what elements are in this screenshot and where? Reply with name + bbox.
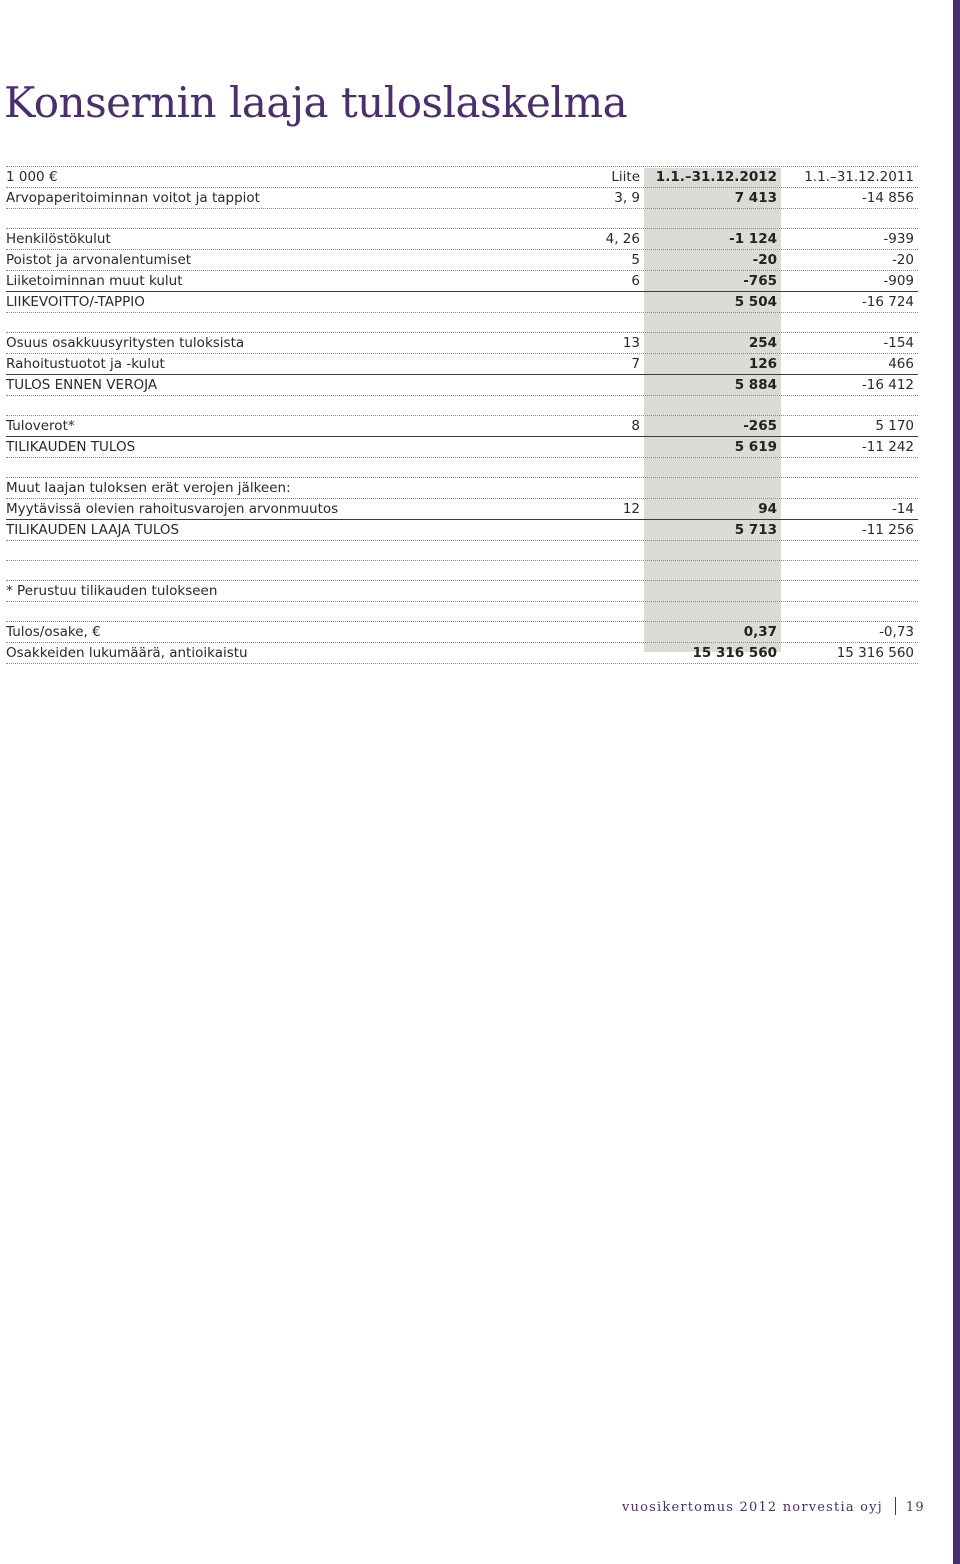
table-row [6, 416, 918, 437]
row-previous-value: -939 [883, 231, 914, 247]
row-previous-value: -20 [891, 252, 914, 268]
row-current-value: -20 [752, 252, 777, 268]
row-previous-value: -154 [883, 335, 914, 351]
row-previous-value: -16 724 [861, 294, 914, 310]
row-current-value: 5 884 [734, 377, 777, 393]
table-header-row [6, 166, 918, 188]
row-label: Osakkeiden lukumäärä, antioikaistu [6, 645, 248, 661]
page-number: 19 [905, 1500, 925, 1515]
row-note: 4, 26 [605, 231, 640, 247]
row-previous-value: -14 [891, 501, 914, 517]
table-row [6, 622, 918, 643]
row-label: Poistot ja arvonalentumiset [6, 252, 192, 268]
row-label: TULOS ENNEN VEROJA [6, 377, 158, 393]
spacer-row [6, 313, 918, 333]
page-title: Konsernin laaja tuloslaskelma [4, 78, 628, 127]
row-previous-value: -14 856 [861, 190, 914, 206]
row-previous-value: -11 242 [861, 439, 914, 455]
row-label: Osuus osakkuusyritysten tuloksista [6, 335, 245, 351]
row-label: Henkilöstökulut [6, 231, 111, 247]
row-current-value: 5 504 [734, 294, 777, 310]
row-note: 3, 9 [614, 190, 640, 206]
income-statement-table [6, 166, 918, 664]
subtotal-row [6, 292, 918, 313]
section-heading-row [6, 478, 918, 499]
row-note: 6 [631, 273, 640, 289]
row-label: Rahoitustuotot ja -kulut [6, 356, 165, 372]
row-label: Myytävissä olevien rahoitusvarojen arvonmuutos [6, 501, 339, 517]
row-current-value: 15 316 560 [692, 645, 777, 661]
spacer-row [6, 458, 918, 478]
subtotal-row [6, 437, 918, 458]
row-current-value: 254 [748, 335, 777, 351]
table-row [6, 333, 918, 354]
row-current-value: 94 [758, 501, 777, 517]
footnote-text: * Perustuu tilikauden tulokseen [6, 583, 218, 599]
row-current-value: 7 413 [734, 190, 777, 206]
row-previous-value: 466 [888, 356, 914, 372]
spacer-row [6, 602, 918, 622]
spacer-row [6, 209, 918, 229]
row-previous-value: 15 316 560 [836, 645, 914, 661]
row-current-value: 126 [748, 356, 777, 372]
row-current-value: 0,37 [743, 624, 777, 640]
spacer-row [6, 541, 918, 561]
footer-divider [895, 1497, 896, 1515]
row-current-value: -765 [743, 273, 777, 289]
current-period-header: 1.1.–31.12.2012 [655, 169, 777, 185]
spacer-row [6, 396, 918, 416]
table-row [6, 354, 918, 375]
row-current-value: 5 619 [734, 439, 777, 455]
row-label: Muut laajan tuloksen erät verojen jälkeen: [6, 480, 291, 496]
row-current-value: 5 713 [734, 522, 777, 538]
row-previous-value: -0,73 [879, 624, 914, 640]
table-row [6, 188, 918, 209]
row-label: TILIKAUDEN TULOS [6, 439, 136, 455]
row-previous-value: 5 170 [875, 418, 914, 434]
table-row [6, 229, 918, 250]
table-row [6, 271, 918, 292]
unit-label: 1 000 € [6, 169, 58, 185]
page-footer [622, 1497, 925, 1515]
row-label: Tulos/osake, € [6, 624, 101, 640]
row-note: 7 [631, 356, 640, 372]
row-label: Liiketoiminnan muut kulut [6, 273, 183, 289]
subtotal-row [6, 375, 918, 396]
row-label: Tuloverot* [6, 418, 75, 434]
note-column-header: Liite [611, 169, 640, 185]
row-label: TILIKAUDEN LAAJA TULOS [6, 522, 180, 538]
spacer-row [6, 561, 918, 581]
row-current-value: -1 124 [729, 231, 777, 247]
total-row [6, 520, 918, 541]
row-note: 8 [631, 418, 640, 434]
publication-name: vuosikertomus 2012 norvestia oyj [622, 1500, 883, 1515]
footnote-row [6, 581, 918, 602]
previous-period-header: 1.1.–31.12.2011 [804, 169, 914, 185]
row-note: 12 [622, 501, 640, 517]
row-previous-value: -909 [883, 273, 914, 289]
table-row [6, 250, 918, 271]
row-note: 13 [622, 335, 640, 351]
accent-side-bar [953, 0, 960, 1564]
row-previous-value: -16 412 [861, 377, 914, 393]
table-row [6, 499, 918, 520]
row-previous-value: -11 256 [861, 522, 914, 538]
row-note: 5 [631, 252, 640, 268]
table-row [6, 643, 918, 664]
row-label: Arvopaperitoiminnan voitot ja tappiot [6, 190, 260, 206]
row-label: LIIKEVOITTO/-TAPPIO [6, 294, 145, 310]
row-current-value: -265 [743, 418, 777, 434]
